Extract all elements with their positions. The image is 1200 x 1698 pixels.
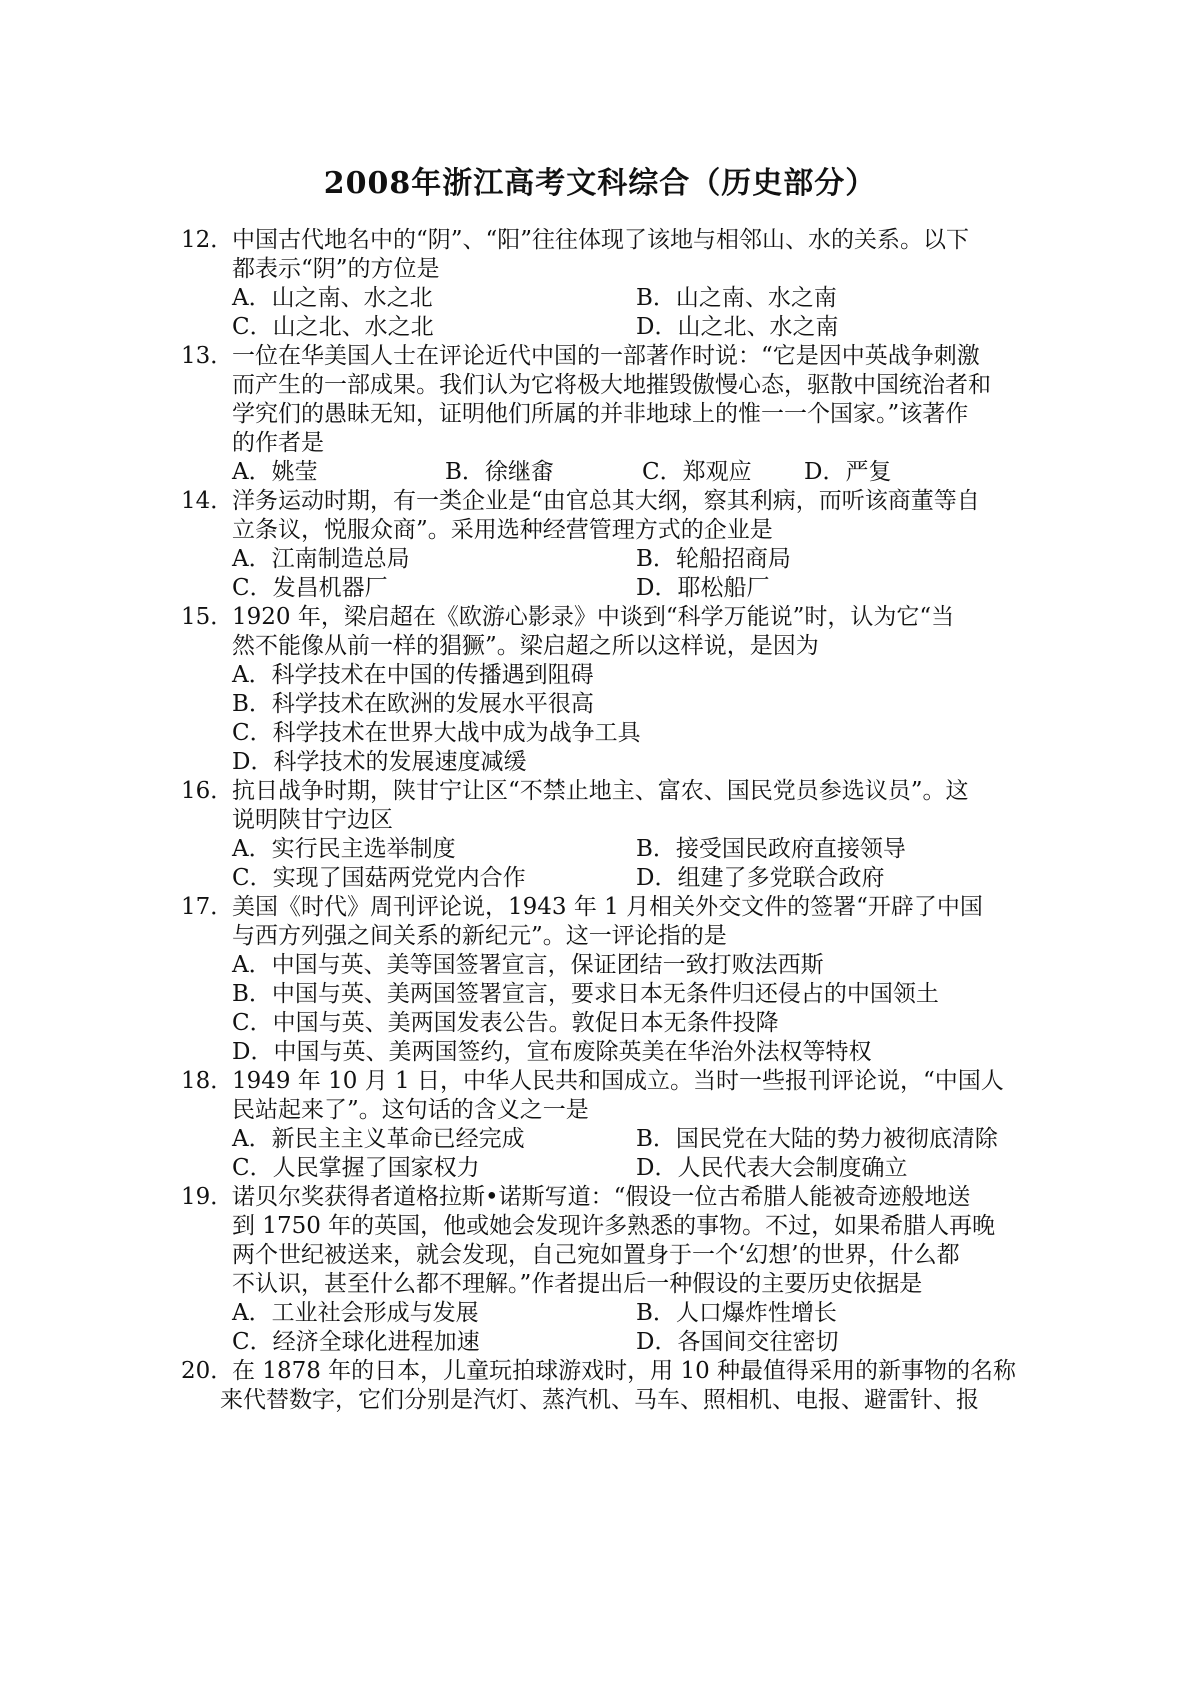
option-b: B．国民党在大陆的势力被彻底清除 — [636, 1126, 998, 1152]
option-a: A．工业社会形成与发展 — [232, 1300, 479, 1326]
question-stem-line: 在 1878 年的日本，儿童玩拍球游戏时，用 10 种最值得采用的新事物的名称 — [232, 1358, 1017, 1384]
question-stem-line: 而产生的一部成果。我们认为它将极大地摧毁傲慢心态，驱散中国统治者和 — [232, 372, 991, 398]
question-stem-line: 美国《时代》周刊评论说，1943 年 1 月相关外交文件的签署“开辟了中国 — [232, 894, 983, 920]
option-b: B．轮船招商局 — [636, 546, 791, 572]
question-stem-line: 1920 年，梁启超在《欧游心影录》中谈到“科学万能说”时，认为它“当 — [232, 604, 955, 630]
option-c: C．中国与英、美两国发表公告。敦促日本无条件投降 — [232, 1010, 779, 1036]
question-stem-line: 来代替数字，它们分别是汽灯、蒸汽机、马车、照相机、电报、避雷针、报 — [220, 1387, 979, 1413]
question-stem-line: 两个世纪被送来，就会发现，自己宛如置身于一个‘幻想’的世界，什么都 — [232, 1242, 960, 1268]
question-stem-line: 然不能像从前一样的猖獗”。梁启超之所以这样说，是因为 — [232, 633, 819, 659]
option-b: B．山之南、水之南 — [636, 285, 837, 311]
option-a: A．新民主主义革命已经完成 — [232, 1126, 525, 1152]
option-d: D．山之北、水之南 — [636, 314, 839, 340]
question-stem-line: 洋务运动时期，有一类企业是“由官总其大纲，察其利病，而听该商董等自 — [232, 488, 980, 514]
option-d: D．严复 — [804, 459, 892, 485]
question-number: 15． — [181, 604, 234, 630]
question-stem-line: 到 1750 年的英国，他或她会发现许多熟悉的事物。不过，如果希腊人再晚 — [232, 1213, 996, 1239]
question-number: 13． — [181, 343, 234, 369]
question-stem-line: 的作者是 — [232, 430, 324, 456]
question-number: 20． — [181, 1358, 234, 1384]
question-number: 12． — [181, 227, 234, 253]
question-number: 18． — [181, 1068, 234, 1094]
option-b: B．中国与英、美两国签署宣言，要求日本无条件归还侵占的中国领土 — [232, 981, 939, 1007]
option-d: D．各国间交往密切 — [636, 1329, 839, 1355]
question-stem-line: 民站起来了”。这句话的含义之一是 — [232, 1097, 589, 1123]
option-a: A．山之南、水之北 — [232, 285, 433, 311]
question-stem-line: 1949 年 10 月 1 日，中华人民共和国成立。当时一些报刊评论说，“中国人 — [232, 1068, 1004, 1094]
option-c: C．经济全球化进程加速 — [232, 1329, 480, 1355]
question-number: 14． — [181, 488, 234, 514]
question-stem-line: 说明陕甘宁边区 — [232, 807, 393, 833]
option-d: D．科学技术的发展速度减缓 — [232, 749, 527, 775]
question-number: 16． — [181, 778, 234, 804]
option-b: B．人口爆炸性增长 — [636, 1300, 837, 1326]
question-stem-line: 中国古代地名中的“阴”、“阳”往往体现了该地与相邻山、水的关系。以下 — [232, 227, 970, 253]
option-d: D．人民代表大会制度确立 — [636, 1155, 908, 1181]
option-a: A．姚莹 — [232, 459, 318, 485]
option-a: A．实行民主选举制度 — [232, 836, 456, 862]
question-stem-line: 一位在华美国人士在评论近代中国的一部著作时说：“它是因中英战争刺激 — [232, 343, 980, 369]
question-stem-line: 不认识，甚至什么都不理解。”作者提出后一种假设的主要历史依据是 — [232, 1271, 923, 1297]
question-number: 17． — [181, 894, 234, 920]
option-c: C．实现了国菇两党党内合作 — [232, 865, 526, 891]
page-title: 2008年浙江高考文科综合（历史部分） — [323, 166, 877, 201]
question-stem-line: 与西方列强之间关系的新纪元”。这一评论指的是 — [232, 923, 727, 949]
question-stem-line: 立条议，悦服众商”。采用选种经营管理方式的企业是 — [232, 517, 773, 543]
option-c: C．人民掌握了国家权力 — [232, 1155, 480, 1181]
option-d: D．耶松船厂 — [636, 575, 770, 601]
option-d: D．中国与英、美两国签约，宣布废除英美在华治外法权等特权 — [232, 1039, 872, 1065]
question-stem-line: 抗日战争时期，陕甘宁让区“不禁止地主、富农、国民党员参选议员”。这 — [232, 778, 969, 804]
option-a: A．中国与英、美等国签署宣言，保证团结一致打败法西斯 — [232, 952, 824, 978]
option-a: A．江南制造总局 — [232, 546, 410, 572]
question-stem-line: 诺贝尔奖获得者道格拉斯•诺斯写道：“假设一位古希腊人能被奇迹般地送 — [232, 1184, 971, 1210]
option-c: C．山之北、水之北 — [232, 314, 434, 340]
option-b: B．徐继畬 — [445, 459, 554, 485]
option-d: D．组建了多党联合政府 — [636, 865, 885, 891]
option-b: B．科学技术在欧洲的发展水平很高 — [232, 691, 594, 717]
question-number: 19． — [181, 1184, 234, 1210]
question-stem-line: 都表示“阴”的方位是 — [232, 256, 440, 282]
option-c: C．郑观应 — [642, 459, 752, 485]
option-b: B．接受国民政府直接领导 — [636, 836, 906, 862]
question-stem-line: 学究们的愚昧无知，证明他们所属的并非地球上的惟一一个国家。”该著作 — [232, 401, 969, 427]
option-a: A．科学技术在中国的传播遇到阻碍 — [232, 662, 594, 688]
option-c: C．发昌机器厂 — [232, 575, 388, 601]
option-c: C．科学技术在世界大战中成为战争工具 — [232, 720, 641, 746]
